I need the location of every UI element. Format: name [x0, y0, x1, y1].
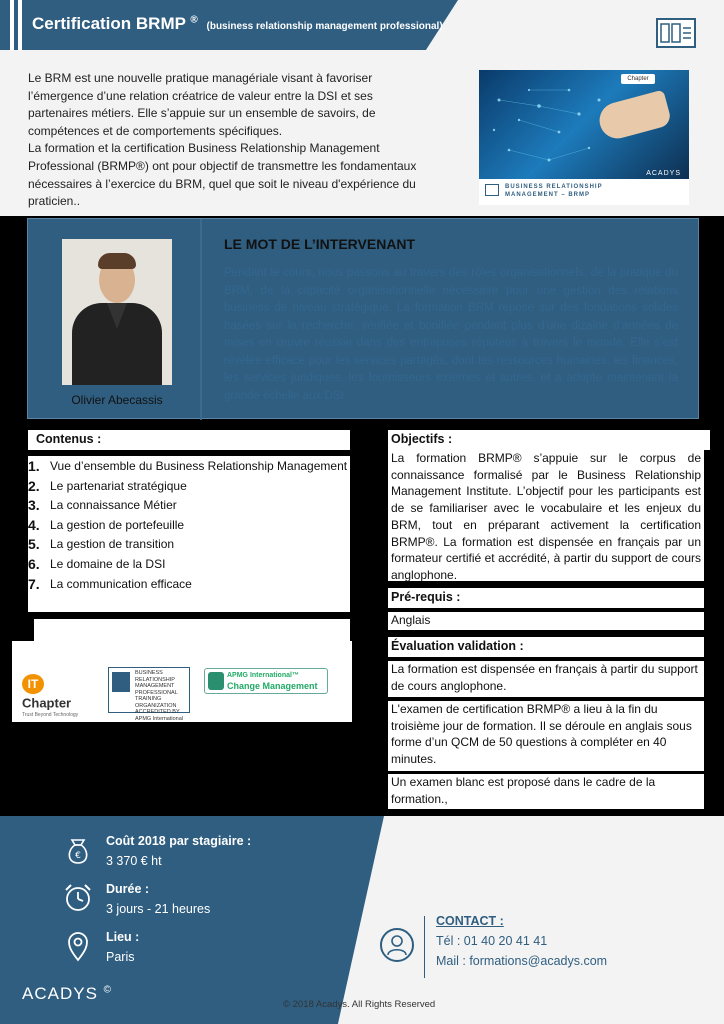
apmg-line: Change Management — [227, 681, 318, 691]
evaluation-text-2: L'examen de certification BRMP® a lieu à la fin du troisième jour de formation. Il se déroule en anglais sous forme d’un QCM de 50 questions à compléter en 40 minutes. — [388, 701, 704, 771]
contact-email[interactable]: Mail : formations@acadys.com — [436, 954, 608, 968]
it-mark: IT — [22, 674, 44, 694]
item-text: La gestion de transition — [50, 537, 175, 552]
contact-divider — [424, 916, 425, 978]
image-brand: ACADYS — [646, 170, 681, 177]
speaker-section — [27, 218, 699, 419]
brmp-line: ACCREDITED BY APMG International — [135, 709, 183, 722]
item-number: 5. — [28, 536, 40, 553]
header-accent-line — [18, 0, 22, 50]
brmp-line: TRAINING ORGANIZATION — [135, 696, 177, 709]
list-item — [28, 577, 350, 591]
item-text: Vue d’ensemble du Business Relationship Management — [50, 459, 348, 473]
objectifs-text: La formation BRMP® s’appuie sur le corpus de connaissance formalisé par le Business Relationship Management Institute. L’objectif pour les participants est de se familiariser avec le vocabulaire et les enjeux du BRM, tout en préparant activement la certification BRMP®. La formation est dispensée en français par un formateur certifié et accrédité, à partir du support de cours anglophone. — [388, 450, 704, 581]
alarm-clock-icon — [62, 882, 94, 914]
intro-text — [28, 70, 428, 211]
speaker-divider — [200, 219, 202, 420]
contenus-heading: Contenus : — [28, 430, 350, 450]
item-number: 3. — [28, 497, 40, 514]
apmg-logo — [204, 668, 328, 694]
evaluation-text-3: Un examen blanc est proposé dans le cadre de la formation., — [388, 774, 704, 809]
logo-text: ACADYS — [22, 984, 98, 1003]
svg-text:€: € — [75, 851, 81, 861]
intro-section — [0, 50, 724, 216]
partner-logos — [12, 641, 352, 722]
contenus-list — [28, 456, 350, 612]
objectifs-heading: Objectifs : — [391, 432, 453, 446]
speaker-heading: LE MOT DE L’INTERVENANT — [224, 236, 416, 252]
brmp-line: BUSINESS — [135, 670, 163, 676]
item-text: Le partenariat stratégique — [50, 478, 187, 493]
header — [0, 0, 724, 50]
chapter-tagline: Trust Beyond Technology — [22, 712, 79, 718]
objectifs-heading-box — [388, 430, 710, 450]
list-item — [28, 518, 350, 532]
prerequis-text: Anglais — [388, 612, 704, 630]
title-subtitle: (business relationship management professional) — [206, 21, 443, 32]
apmg-line: APMG International™ — [227, 672, 299, 679]
person-icon — [380, 928, 414, 962]
image-caption — [479, 179, 689, 205]
evaluation-heading-box — [388, 637, 704, 657]
evaluation-text-1: La formation est dispensée en français à partir du support de cours anglophone. — [388, 661, 704, 697]
intro-image — [479, 70, 689, 205]
itchapter-logo — [22, 674, 94, 718]
brmp-line: MANAGEMENT — [135, 683, 175, 689]
document-chart-icon — [656, 18, 696, 48]
caption-line: MANAGEMENT – BRMP — [505, 192, 591, 198]
money-bag-icon — [62, 834, 94, 866]
duration-label: Durée : — [106, 882, 150, 896]
prerequis-heading: Pré-requis : — [391, 590, 461, 604]
footer — [0, 816, 724, 1024]
duration-value: 3 jours - 21 heures — [106, 902, 211, 916]
item-number: 4. — [28, 516, 40, 533]
apmg-mark — [208, 672, 224, 690]
item-text: Le domaine de la DSI — [50, 556, 166, 571]
acadys-logo — [22, 984, 112, 1004]
list-item — [28, 537, 350, 551]
logo-mark: © — [103, 984, 113, 996]
prerequis-heading-box — [388, 588, 704, 608]
handshake-icon — [485, 184, 499, 196]
list-item — [28, 498, 350, 512]
contact-title: CONTACT : — [436, 914, 504, 928]
item-text: La connaissance Métier — [50, 498, 177, 513]
location-label: Lieu : — [106, 930, 140, 944]
intro-paragraph: Le BRM est une nouvelle pratique managériale visant à favoriser l’émergence d’une relation créatrice de valeur entre la DSI et ses partenaires métiers. Elle s’appuie sur un ensemble de savoirs, de compétences et de comportements spécifiques. — [28, 71, 376, 138]
item-number: 6. — [28, 555, 40, 572]
cost-value: 3 370 € ht — [106, 854, 162, 868]
cost-label: Coût 2018 par stagiaire : — [106, 834, 252, 848]
brmp-logo — [108, 667, 190, 722]
list-item — [28, 479, 350, 493]
brmp-line: RELATIONSHIP — [135, 676, 175, 683]
brmp-mark — [112, 672, 130, 692]
list-item — [28, 459, 350, 473]
chapter-badge: Chapter — [621, 74, 655, 84]
contact-phone[interactable]: Tél : 01 40 20 41 41 — [436, 934, 548, 948]
page-title — [32, 14, 443, 34]
location-value: Paris — [106, 950, 135, 964]
chapter-wordmark: Chapter — [22, 695, 72, 711]
copyright: © 2018 Acadys. All Rights Reserved — [283, 999, 436, 1010]
item-number: 1. — [28, 458, 40, 474]
item-number: 7. — [28, 575, 40, 592]
registered-mark: ® — [190, 14, 198, 26]
header-accent-line — [10, 0, 14, 50]
caption-line: BUSINESS RELATIONSHIP — [505, 184, 603, 190]
item-text: La communication efficace — [50, 576, 192, 591]
speaker-name: Olivier Abecassis — [71, 393, 163, 407]
list-item — [28, 557, 350, 571]
intro-paragraph: La formation et la certification Business Relationship Management Professional (BRMP®) ont pour objectif de transmettre les fondamentaux nécessaires à l’exercice du BRM, quel que soit le niveau d'expérience du praticien.. — [28, 141, 417, 209]
evaluation-heading: Évaluation validation : — [391, 639, 524, 653]
logos-spacer — [34, 619, 350, 641]
speaker-photo — [62, 239, 172, 385]
item-text: La gestion de portefeuille — [50, 517, 185, 532]
photo-hair — [98, 253, 136, 269]
title-text: Certification BRMP — [32, 14, 186, 33]
speaker-text: Pendant le cours, nous passons au travers des rôles organisationnels, de la pratique du BRM, de la capacité organisationnelle nécessaire pour une gestion des relations business de niveau stratégique. La formation BRM repose sur des fondations solides basées sur la recherche, vérifiée et bonifiée pendant plus d’une dizaine d’années de mises en œuvre réussie dans des entreprises réputées à travers le monde. Elle s’est révélée efficace pour les services partagés, dont les ressources humaines, les finances, les services juridiques, les fournisseurs externes et autres, et a adopte maintenant la grande échelle aux DSI. — [224, 267, 678, 402]
item-number: 2. — [28, 477, 40, 494]
brmp-line: PROFESSIONAL — [135, 689, 178, 696]
location-pin-icon — [62, 930, 94, 962]
